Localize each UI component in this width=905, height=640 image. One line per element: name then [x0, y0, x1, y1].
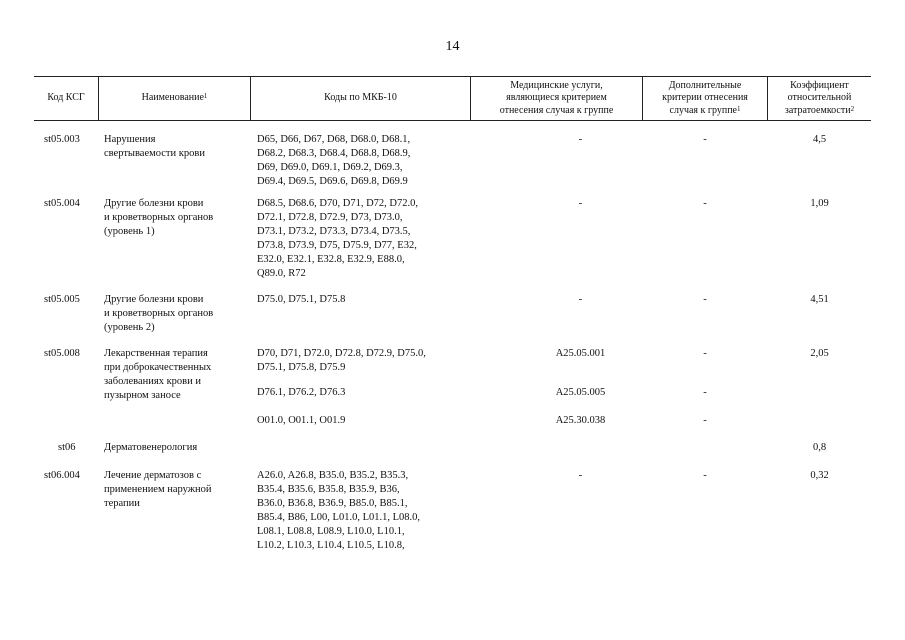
icd-codes: D70, D71, D72.0, D72.8, D72.9, D75.0, D75.1, D75.8, D75.9	[257, 348, 426, 373]
coefficient: 2,05	[810, 348, 829, 359]
additional-criteria: -	[703, 348, 707, 359]
medical-services: -	[578, 198, 583, 209]
coefficient: 1,09	[810, 198, 829, 209]
ksg-name: Другие болезни крови и кроветворных органов (уровень 1)	[104, 198, 214, 237]
ksg-code: st05.004	[44, 198, 80, 209]
icd-codes: D76.1, D76.2, D76.3	[257, 387, 346, 398]
ksg-code: st06	[58, 442, 76, 453]
icd-codes: A26.0, A26.8, B35.0, B35.2, B35.3, B35.4, B35.6, B35.8, B35.9, B36, B36.0, B36.8, B36.9, B85.0, B85.1, B85.4, B86, L00, L01.0, L01.1, L08.0, L08.1, L08.8, L08.9, L10.0, L10.1, L10.2, L10.3, L10.4, L10.5, L10.8,	[257, 470, 421, 551]
coefficient: 0,32	[810, 470, 829, 481]
table-row	[34, 441, 871, 469]
ksg-code: st05.008	[44, 348, 80, 359]
header-coefficient: Коэффициент относительной затратоемкости$^2$	[784, 79, 855, 116]
icd-codes: O01.0, O01.1, O01.9	[257, 415, 346, 426]
table-row	[34, 197, 871, 293]
header-criteria: Дополнительные критерии отнесения случая к группе$^1$	[643, 77, 768, 120]
ksg-code: st05.003	[44, 134, 80, 145]
table-row	[34, 133, 871, 197]
additional-criteria: -	[703, 415, 707, 426]
ksg-code: st06.004	[44, 470, 80, 481]
medical-services: A25.05.005	[555, 387, 606, 398]
medical-services: A25.30.038	[555, 415, 606, 426]
table-header	[34, 76, 871, 121]
ksg-name: Лечение дерматозов с применением наружной терапии	[104, 470, 212, 509]
ksg-name: Нарушения свертываемости крови	[104, 134, 205, 159]
ksg-code: st05.005	[44, 294, 80, 305]
ksg-name: Другие болезни крови и кроветворных органов (уровень 2)	[104, 294, 214, 333]
header-code: Код КСГ	[34, 77, 99, 120]
coefficient: 4,51	[810, 294, 829, 305]
additional-criteria: -	[703, 470, 707, 481]
coefficient: 0,8	[812, 442, 827, 453]
medical-services: A25.05.001	[555, 348, 606, 359]
table-row	[34, 347, 871, 441]
additional-criteria: -	[703, 134, 707, 145]
additional-criteria: -	[703, 198, 707, 209]
ksg-table	[34, 76, 871, 559]
ksg-name: Лекарственная терапия при доброкачественных заболеваниях крови и пузырном заносе	[104, 348, 212, 401]
medical-services: -	[578, 134, 583, 145]
additional-criteria: -	[703, 387, 707, 398]
icd-codes: D65, D66, D67, D68, D68.0, D68.1, D68.2, D68.3, D68.4, D68.8, D68.9, D69, D69.0, D69.1, D69.2, D69.3, D69.4, D69.5, D69.6, D69.8, D69.9	[257, 134, 411, 187]
table-row	[34, 469, 871, 559]
coefficient: 4,5	[812, 134, 827, 145]
page-number: 14	[445, 39, 460, 54]
header-icd: Коды по МКБ-10	[251, 77, 471, 120]
icd-codes: D75.0, D75.1, D75.8	[257, 294, 346, 305]
medical-services: -	[578, 470, 583, 481]
additional-criteria: -	[703, 294, 707, 305]
medical-services: -	[578, 294, 583, 305]
table-row	[34, 293, 871, 347]
icd-codes: D68.5, D68.6, D70, D71, D72, D72.0, D72.1, D72.8, D72.9, D73, D73.0, D73.1, D73.2, D73.3, D73.4, D73.5, D73.8, D73.9, D75, D75.9, D77, E32, E32.0, E32.1, E32.8, E32.9, E88.0, Q89.0, R72	[257, 198, 418, 279]
header-services: Медицинские услуги, являющиеся критерием отнесения случая к группе	[471, 77, 643, 120]
ksg-name: Дерматовенерология	[104, 442, 198, 453]
header-name: Наименование$^1$	[99, 77, 251, 120]
